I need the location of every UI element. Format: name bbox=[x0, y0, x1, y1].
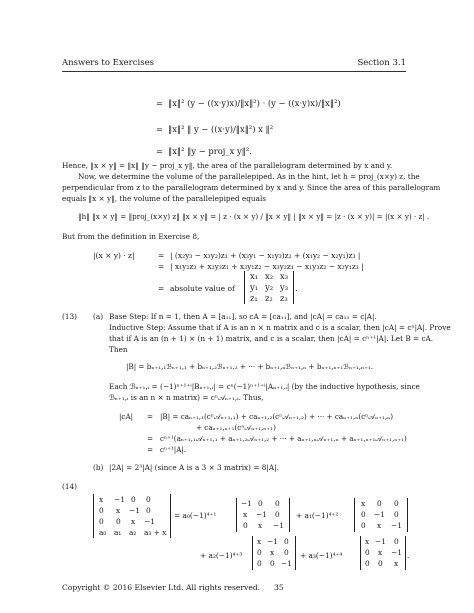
det-cell: 0 bbox=[257, 548, 262, 557]
det-cell: 0 bbox=[377, 499, 382, 508]
paragraph-line: |2A| = 2³|A| (since A is a 3 × 3 matrix) = 8|A|. bbox=[109, 463, 279, 472]
det-cell: −1 bbox=[267, 537, 278, 546]
det-cell: 0 bbox=[365, 559, 370, 568]
minor-1 bbox=[236, 498, 290, 532]
det-cell: x₁ bbox=[250, 271, 259, 281]
det-cell: 0 bbox=[275, 499, 280, 508]
triple-rel-1: = bbox=[158, 251, 165, 260]
minor-4 bbox=[360, 536, 406, 570]
derivation-line-2: ‖x‖² ‖ y − ((x·y)/‖x‖²) x ‖² bbox=[168, 124, 274, 134]
ca-line-4: cⁿ⁺¹|A|. bbox=[160, 445, 187, 454]
triple-line-1: | (x₂y₃ − x₃y₂)z₁ + (x₃y₁ − x₁y₃)z₂ + (x₁y₂ − x₂y₁)z₃ | bbox=[170, 251, 361, 260]
paragraph-line: Inductive Step: Assume that if A is an n × n matrix and c is a scalar, then |cA| = cⁿ|A|. Prove bbox=[109, 323, 451, 332]
det-cell: 0 bbox=[361, 521, 366, 530]
det-cell: 0 bbox=[146, 495, 151, 504]
term-coefficient-1: = a₀(−1)⁴⁺¹ bbox=[174, 511, 217, 520]
det-cell: z₂ bbox=[265, 293, 273, 303]
ca-line-2: + caₙ₊₁,ₙ₊₁(cⁿ𝒜ₙ₊₁,ₙ₊₁) bbox=[196, 423, 276, 432]
det-cell: 0 bbox=[258, 499, 263, 508]
det-cell: x bbox=[365, 537, 370, 546]
paragraph-line: equals ‖x × y‖, the volume of the parallelepiped equals bbox=[62, 194, 267, 203]
triple-line-3: absolute value of bbox=[170, 284, 235, 293]
det-cell: 0 bbox=[378, 559, 383, 568]
det-cell: −1 bbox=[241, 499, 252, 508]
derivation-line-1: ‖x‖² (y − ((x·y)x)/‖x‖²) · (y − ((x·y)x)/‖x‖²) bbox=[168, 98, 341, 108]
paragraph-line: Hence, ‖x × y‖ = ‖x‖ ‖y − proj_x y‖, the area of the parallelogram determined by x and y. bbox=[62, 161, 393, 170]
running-header-right: Section 3.1 bbox=[357, 58, 406, 68]
term-coefficient-3: + a₂(−1)⁴⁺³ bbox=[200, 551, 243, 560]
determinant-3x3 bbox=[244, 271, 294, 304]
det-cell: z₁ bbox=[250, 293, 258, 303]
det-cell: x bbox=[258, 521, 263, 530]
det-cell: a₁ bbox=[114, 528, 122, 537]
det-cell: 0 bbox=[394, 537, 399, 546]
page-number: 35 bbox=[274, 583, 284, 592]
det-cell: −1 bbox=[391, 548, 402, 557]
det-cell: a₀ bbox=[99, 528, 107, 537]
triple-lhs: |(x × y) · z| bbox=[93, 251, 135, 260]
paragraph-line: perpendicular from z to the parallelogram determined by x and y. Since the area of this parallelogram bbox=[62, 183, 441, 192]
det-cell: −1 bbox=[281, 559, 292, 568]
det-cell: 0 bbox=[257, 559, 262, 568]
det-cell: 0 bbox=[365, 548, 370, 557]
paragraph-line: Now, we determine the volume of the parallelepiped. As in the hint, let h = proj_(x×y) z, the bbox=[78, 172, 420, 181]
det-cell: x bbox=[243, 510, 248, 519]
det-cell: a₃ + x bbox=[144, 528, 167, 537]
det-cell: 0 bbox=[270, 559, 275, 568]
det-cell: 0 bbox=[394, 510, 399, 519]
det-cell: 0 bbox=[284, 537, 289, 546]
det-cell: x bbox=[257, 537, 262, 546]
det-cell: −1 bbox=[256, 510, 267, 519]
paragraph-line: Then bbox=[109, 345, 128, 354]
det-cell: 0 bbox=[284, 548, 289, 557]
ca-line-1: |B| = caₙ₊₁,₁(cⁿ𝒜ₙ₊₁,₁) + caₙ₊₁,₂(cⁿ𝒜ₙ₊₁,₂) + ··· + caₙ₊₁,ₙ(cⁿ𝒜ₙ₊₁,ₙ) bbox=[160, 412, 394, 421]
det-cell: 0 bbox=[131, 495, 136, 504]
paragraph-line: But from the definition in Exercise 8, bbox=[62, 232, 200, 241]
triple-rel-2: = bbox=[158, 262, 165, 271]
det-cell: −1 bbox=[129, 506, 140, 515]
derivation-rel-3: = bbox=[156, 146, 164, 156]
ca-rel: = bbox=[147, 434, 154, 443]
det-cell: −1 bbox=[114, 495, 125, 504]
det-cell: x bbox=[270, 548, 275, 557]
running-header-left: Answers to Exercises bbox=[62, 58, 154, 68]
det-cell: −1 bbox=[273, 521, 284, 530]
det-cell: −1 bbox=[374, 510, 385, 519]
header-rule bbox=[62, 71, 406, 72]
derivation-rel-2: = bbox=[156, 124, 164, 134]
det-cell: y₁ bbox=[250, 282, 259, 292]
paragraph-line: that if A is an (n + 1) × (n + 1) matrix, and c is a scalar, then |cA| = cⁿ⁺¹|A|. Let B = cA. bbox=[109, 334, 434, 343]
triple-rel-3: = bbox=[158, 284, 165, 293]
triple-line-2: | x₁y₂z₃ + x₂y₃z₁ + x₃y₁z₂ − x₃y₂z₁ − x₁y₃z₂ − x₂y₁z₃ | bbox=[170, 262, 364, 271]
part-label: (a) bbox=[93, 312, 104, 321]
det-cell: 0 bbox=[146, 506, 151, 515]
exercise-number: (14) bbox=[62, 482, 77, 491]
det-cell: 0 bbox=[99, 517, 104, 526]
det-cell: x₃ bbox=[280, 271, 289, 281]
det-cell: −1 bbox=[144, 517, 155, 526]
volume-equation: ‖h‖ ‖x × y‖ = ‖proj_(x×y) z‖ ‖x × y‖ = | z · (x × y) / ‖x × y‖ | ‖x × y‖ = |z · (x × y)| = |(x × y) · z| . bbox=[78, 212, 430, 221]
det-cell: 0 bbox=[361, 510, 366, 519]
det-cell: −1 bbox=[375, 537, 386, 546]
paragraph-line: ℬₙ₊₁,ᵢ is an n × n matrix) = cⁿ𝒜ₙ₊₁,ᵢ. Thus, bbox=[109, 393, 264, 402]
term-coefficient-2: + a₁(−1)⁴⁺² bbox=[296, 511, 339, 520]
derivation-rel-1: = bbox=[156, 98, 164, 108]
det-cell: y₂ bbox=[265, 282, 274, 292]
det-cell: x bbox=[378, 548, 383, 557]
minor-2 bbox=[354, 498, 408, 532]
part-label: (b) bbox=[93, 463, 104, 472]
det-cell: x bbox=[116, 506, 121, 515]
det-cell: z₃ bbox=[280, 293, 288, 303]
det-cell: 0 bbox=[275, 510, 280, 519]
equation-period: . bbox=[407, 551, 410, 560]
det-cell: x bbox=[99, 495, 104, 504]
det-cell: x₂ bbox=[265, 271, 274, 281]
det-cell: 0 bbox=[116, 517, 121, 526]
ca-rel: = bbox=[147, 445, 154, 454]
term-coefficient-4: + a₃(−1)⁴⁺⁴ bbox=[300, 551, 343, 560]
copyright-notice: Copyright © 2016 Elsevier Ltd. All rights reserved. bbox=[62, 583, 261, 592]
det-cell: 0 bbox=[99, 506, 104, 515]
ca-line-3: cⁿ⁺¹(aₙ₊₁,₁𝒜ₙ₊₁,₁ + aₙ₊₁,₂𝒜ₙ₊₁,₂ + ··· + aₙ₊₁,ₙ𝒜ₙ₊₁,ₙ + aₙ₊₁,ₙ₊₁𝒜ₙ₊₁,ₙ₊₁) bbox=[160, 434, 407, 443]
paragraph-line: Each ℬₙ₊₁,ᵢ = (−1)ⁿ⁺¹⁺ⁱ|Bₙ₊₁,ᵢ| = cⁿ(−1)ⁿ⁺¹⁺ⁱ|Aₙ₊₁,ᵢ| (by the inductive hypothesis, since bbox=[109, 382, 420, 391]
paragraph-line: Base Step: If n = 1, then A = [a₁₁], so cA = [ca₁₁], and |cA| = ca₁₁ = c|A|. bbox=[109, 312, 377, 321]
det-cell: x bbox=[131, 517, 136, 526]
minor-3 bbox=[252, 536, 296, 570]
det-cell: x bbox=[394, 559, 399, 568]
exercise-number: (13) bbox=[62, 312, 77, 321]
determinant-4x4 bbox=[93, 494, 171, 538]
det-cell: 0 bbox=[243, 521, 248, 530]
det-cell: a₂ bbox=[129, 528, 137, 537]
det-cell: −1 bbox=[391, 521, 402, 530]
ca-rel: = bbox=[147, 412, 154, 421]
det-period: . bbox=[295, 283, 298, 293]
expansion-equation: |B| = bₙ₊₁,₁ℬₙ₊₁,₁ + bₙ₊₁,₂ℬₙ₊₁,₂ + ··· + bₙ₊₁,ₙℬₙ₊₁,ₙ + bₙ₊₁,ₙ₊₁ℬₙ₊₁,ₙ₊₁. bbox=[126, 362, 374, 371]
det-cell: 0 bbox=[394, 499, 399, 508]
ca-lhs: |cA| bbox=[119, 412, 134, 421]
det-cell: x bbox=[361, 499, 366, 508]
det-cell: x bbox=[377, 521, 382, 530]
det-cell: y₃ bbox=[280, 282, 289, 292]
derivation-line-3: ‖x‖² ‖y − proj_x y‖². bbox=[168, 146, 252, 156]
